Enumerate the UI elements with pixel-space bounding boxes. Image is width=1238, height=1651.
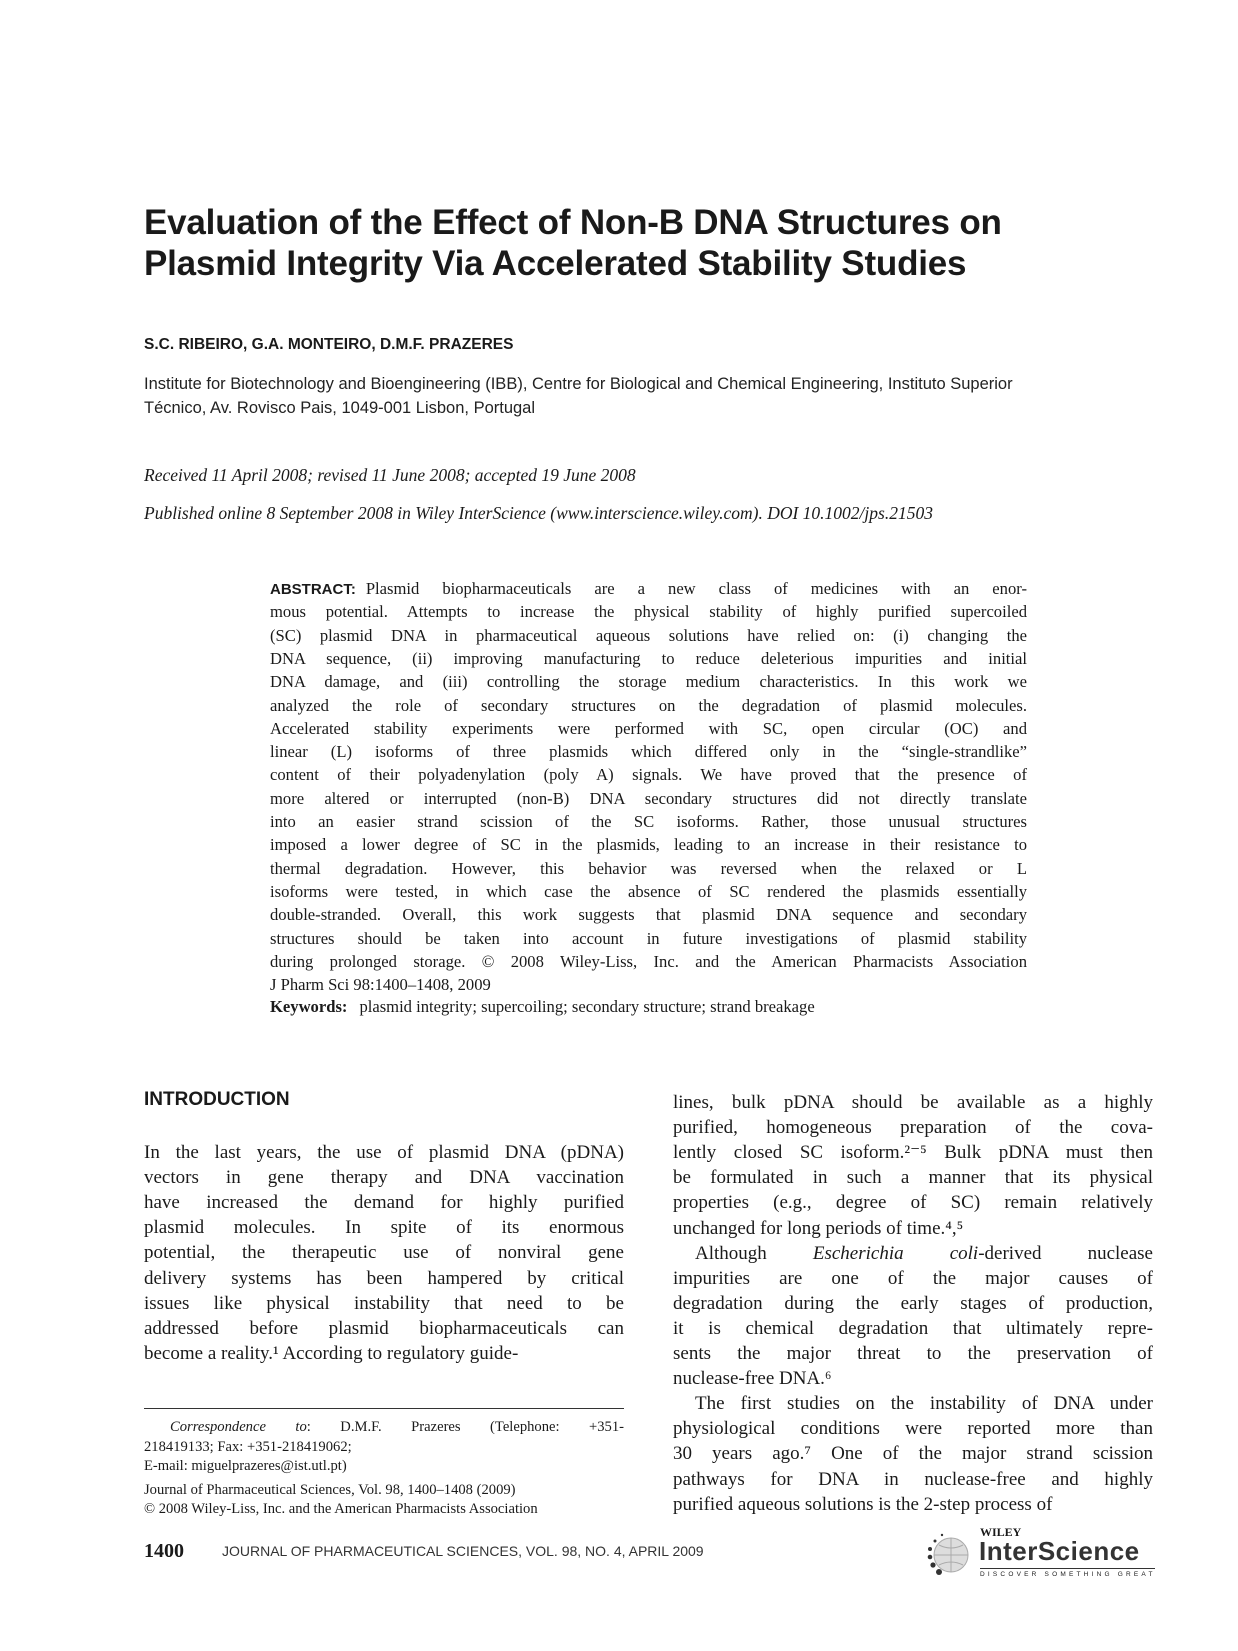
body-line: become a reality.¹ According to regulatory guide-: [144, 1342, 519, 1364]
body-line: physiological conditions were reported more than: [673, 1418, 1153, 1440]
body-line: impurities are one of the major causes of: [673, 1267, 1153, 1289]
logo-tagline: DISCOVER SOMETHING GREAT: [980, 1571, 1156, 1578]
body-line: purified aqueous solutions is the 2-step process of: [673, 1493, 1053, 1515]
body-line: purified, homogeneous preparation of the cova-: [673, 1117, 1153, 1139]
copyright: © 2008 Wiley-Liss, Inc. and the American Pharmacists Association: [144, 1501, 538, 1517]
journal-citation: Journal of Pharmaceutical Sciences, Vol. 98, 1400–1408 (2009): [144, 1482, 516, 1498]
footnote-divider: [144, 1408, 624, 1409]
body-line: vectors in gene therapy and DNA vaccination: [144, 1167, 624, 1189]
published-info: Published online 8 September 2008 in Wiley InterScience (www.interscience.wiley.com). DOI 10.1002/jps.21503: [144, 503, 933, 523]
body-line: be formulated in such a manner that its physical: [673, 1167, 1153, 1189]
body-line: Although Escherichia coli-derived nuclease: [695, 1242, 1153, 1264]
correspondence-line-1: [144, 1418, 624, 1438]
correspondence-label: Correspondence to: [170, 1419, 307, 1435]
body-line: potential, the therapeutic use of nonviral gene: [144, 1242, 624, 1264]
body-line: it is chemical degradation that ultimately repre-: [673, 1317, 1153, 1339]
body-line: issues like physical instability that need to be: [144, 1292, 624, 1314]
correspondence-email: E-mail: miguelprazeres@ist.utl.pt): [144, 1458, 347, 1474]
wiley-interscience-logo: [925, 1525, 1165, 1585]
abstract-line: (SC) plasmid DNA in pharmaceutical aqueous solutions have relied on: (i) changing the: [270, 625, 1027, 645]
abstract-line: imposed a lower degree of SC in the plasmids, leading to an increase in their resistance to: [270, 835, 1027, 855]
body-line: 30 years ago.⁷ One of the major strand scission: [673, 1443, 1153, 1465]
page-number: 1400: [144, 1540, 184, 1562]
abstract-label: ABSTRACT:: [270, 581, 356, 598]
body-line: pathways for DNA in nuclease-free and highly: [673, 1468, 1153, 1490]
body-line: addressed before plasmid biopharmaceuticals can: [144, 1317, 624, 1339]
body-line: have increased the demand for highly purified: [144, 1192, 624, 1214]
title-line-1: Evaluation of the Effect of Non-B DNA Structures on: [144, 203, 1002, 242]
keywords-text: plasmid integrity; supercoiling; secondary structure; strand breakage: [359, 997, 815, 1016]
abstract-line: during prolonged storage. © 2008 Wiley-Liss, Inc. and the American Pharmacists Association: [270, 951, 1027, 971]
abstract-line: analyzed the role of secondary structures on the degradation of plasmid molecules.: [270, 695, 1027, 715]
logo-brand: WILEY: [980, 1525, 1022, 1539]
affiliation-line-1: Institute for Biotechnology and Bioengineering (IBB), Centre for Biological and Chemical Engineering, Instituto Superior: [144, 375, 1013, 393]
logo-divider: [980, 1568, 1155, 1569]
abstract-line: isoforms were tested, in which case the absence of SC rendered the plasmids essentially: [270, 881, 1027, 901]
abstract-line: into an easier strand scission of the SC isoforms. Rather, those unusual structures: [270, 812, 1027, 831]
body-line: properties (e.g., degree of SC) remain relatively: [673, 1192, 1153, 1214]
body-line: delivery systems has been hampered by critical: [144, 1267, 624, 1289]
body-line: lently closed SC isoform.²⁻⁵ Bulk pDNA must then: [673, 1142, 1153, 1164]
received-dates: Received 11 April 2008; revised 11 June 2008; accepted 19 June 2008: [144, 465, 636, 485]
abstract-line: DNA sequence, (ii) improving manufacturing to reduce deleterious impurities and initial: [270, 648, 1027, 668]
abstract-line: double-stranded. Overall, this work suggests that plasmid DNA sequence and secondary: [270, 905, 1027, 925]
correspondence-text: : D.M.F. Prazeres (Telephone: +351-: [306, 1419, 624, 1435]
abstract-line: content of their polyadenylation (poly A) signals. We have proved that the presence of: [270, 765, 1027, 785]
body-line: unchanged for long periods of time.⁴,⁵: [673, 1217, 964, 1239]
body-line: degradation during the early stages of production,: [673, 1292, 1153, 1314]
logo-name: InterScience: [979, 1536, 1140, 1566]
body-line: lines, bulk pDNA should be available as a highly: [673, 1092, 1153, 1113]
abstract-line: mous potential. Attempts to increase the physical stability of highly purified supercoiled: [270, 602, 1027, 622]
keywords: [270, 995, 1027, 1018]
keywords-label: Keywords:: [270, 997, 348, 1016]
abstract-line: DNA damage, and (iii) controlling the storage medium characteristics. In this work we: [270, 672, 1027, 692]
affiliation-line-2: Técnico, Av. Rovisco Pais, 1049-001 Lisbon, Portugal: [144, 399, 536, 417]
abstract-line: Accelerated stability experiments were performed with SC, open circular (OC) and: [270, 718, 1027, 738]
body-line: sents the major threat to the preservation of: [673, 1343, 1153, 1364]
title-line-2: Plasmid Integrity Via Accelerated Stability Studies: [144, 244, 967, 283]
authors: S.C. RIBEIRO, G.A. MONTEIRO, D.M.F. PRAZERES: [144, 336, 514, 353]
abstract-line: more altered or interrupted (non-B) DNA secondary structures did not directly translate: [270, 788, 1027, 808]
abstract-text: Plasmid biopharmaceuticals are a new class of medicines with an enor-: [365, 579, 1027, 598]
running-footer: JOURNAL OF PHARMACEUTICAL SCIENCES, VOL. 98, NO. 4, APRIL 2009: [222, 1543, 704, 1559]
body-line: In the last years, the use of plasmid DNA (pDNA): [144, 1142, 624, 1163]
body-line: nuclease-free DNA.⁶: [673, 1368, 832, 1390]
abstract-line: structures should be taken into account in future investigations of plasmid stability: [270, 928, 1027, 948]
abstract-line: linear (L) isoforms of three plasmids which differed only in the “single-strandlike”: [270, 742, 1027, 762]
correspondence-line-2: 218419133; Fax: +351-218419062;: [144, 1439, 352, 1455]
body-line: plasmid molecules. In spite of its enormous: [144, 1217, 624, 1239]
abstract-line: [270, 577, 1027, 601]
abstract-line: J Pharm Sci 98:1400–1408, 2009: [270, 975, 491, 995]
section-heading-introduction: INTRODUCTION: [144, 1089, 290, 1110]
globe-icon: [925, 1529, 971, 1581]
body-line: The first studies on the instability of DNA under: [695, 1393, 1153, 1415]
abstract-line: thermal degradation. However, this behavior was reversed when the relaxed or L: [270, 858, 1027, 878]
